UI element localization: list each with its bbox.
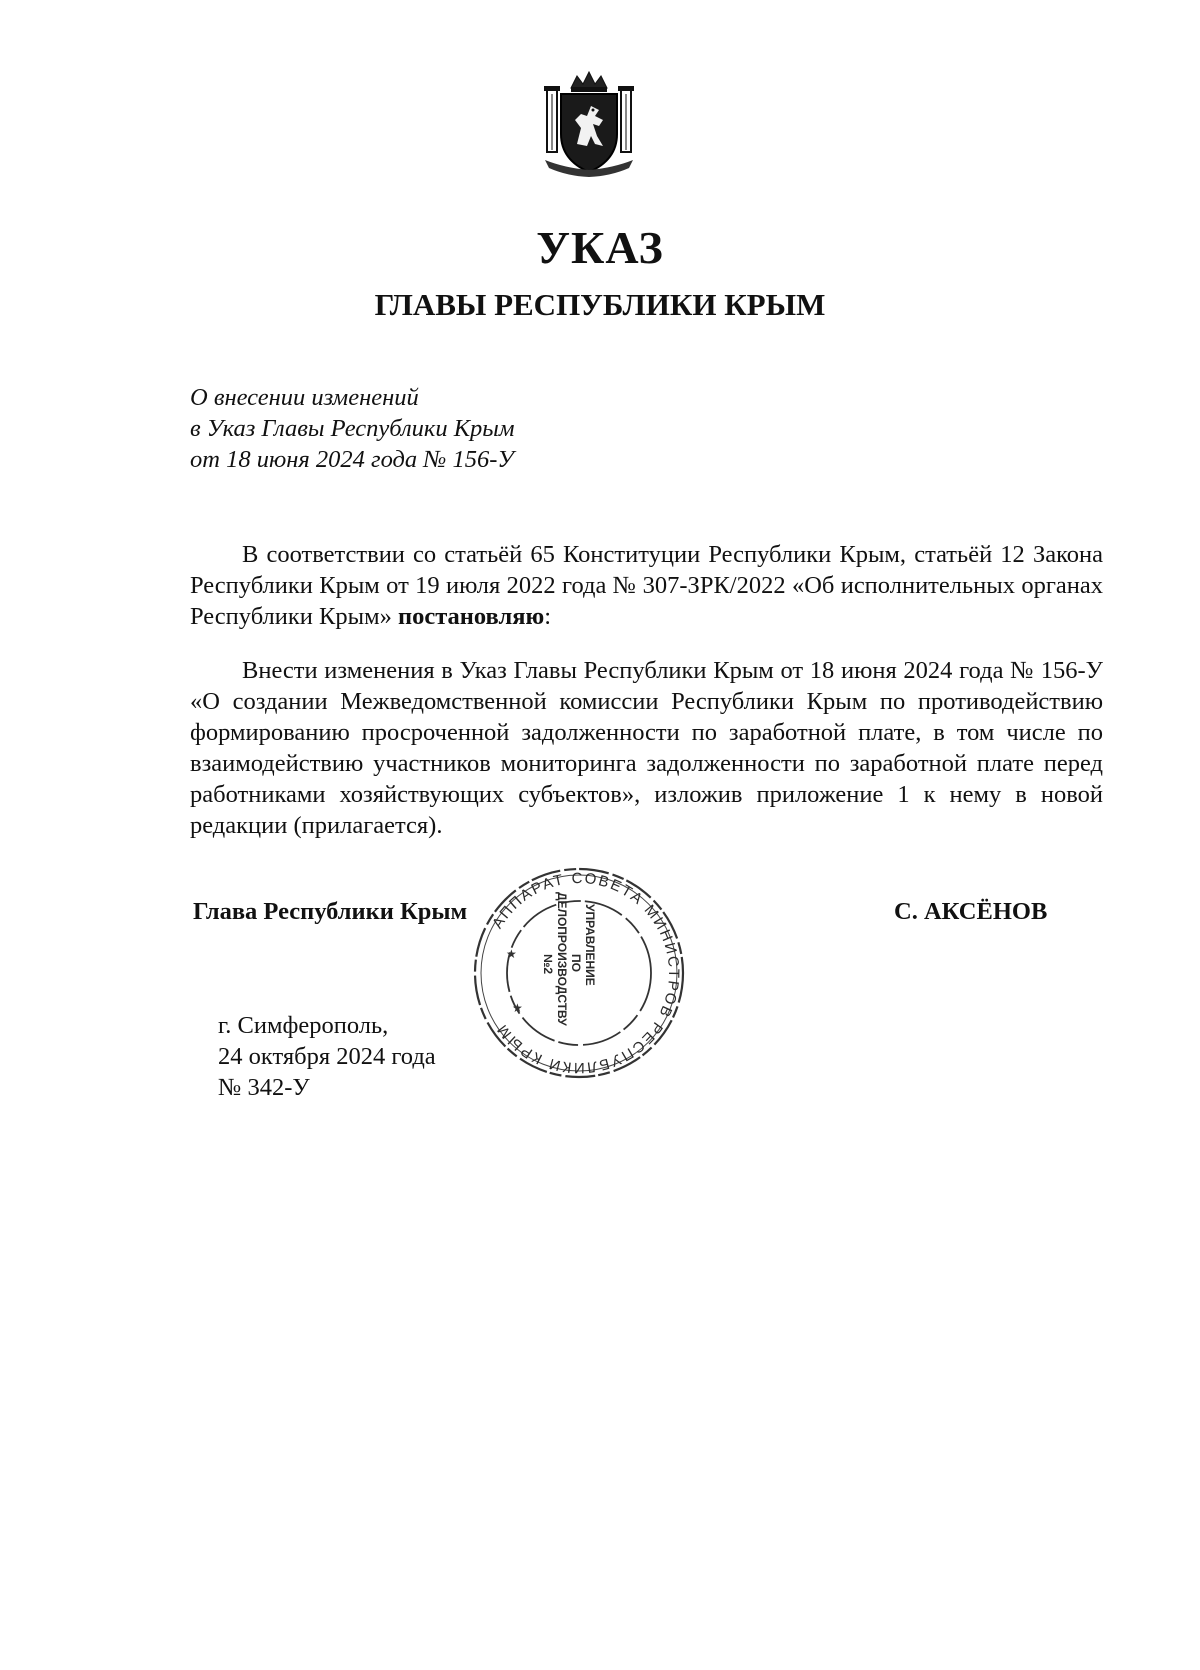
preamble-text: В соответствии со статьёй 65 Конституции Республики Крым, статьёй 12 Закона Республики Крым от 19 июля 2022 года № 307-ЗРК/2022 «Об исполнительных органах Республики Крым» xyxy=(190,541,1103,630)
decree-word: постановляю xyxy=(397,603,545,630)
stamp-center-line: УПРАВЛЕНИЕ xyxy=(583,904,597,986)
stamp-center-line: ПО xyxy=(569,954,583,972)
signer-name: С. АКСЁНОВ xyxy=(894,898,1048,925)
place-and-date xyxy=(218,1010,436,1103)
preamble-paragraph xyxy=(190,539,1103,632)
signer-position: Глава Республики Крым xyxy=(193,898,468,925)
document-subtitle: ГЛАВЫ РЕСПУБЛИКИ КРЫМ xyxy=(374,287,826,322)
decree-subject xyxy=(190,382,515,475)
subject-line: от 18 июня 2024 года № 156-У xyxy=(190,446,514,473)
document-title: УКАЗ xyxy=(536,222,664,273)
coat-of-arms-icon xyxy=(541,70,637,178)
svg-text:★: ★ xyxy=(506,947,517,961)
stamp-center-line: №2 xyxy=(541,954,555,975)
stamp-ring-text: АППАРАТ СОВЕТА МИНИСТРОВ РЕСПУБЛИКИ КРЫМ xyxy=(489,869,683,1077)
stamp-center-line: ДЕЛОПРОИЗВОДСТВУ xyxy=(555,892,569,1026)
operative-text: Внести изменения в Указ Главы Республики Крым от 18 июня 2024 года № 156-У «О создании Межведомственной комиссии Республики Крым по противодействию формированию просроченной задолженности по заработной плате, в том числе по взаимодействию участников мониторинга задолженности по заработной плате перед работниками хозяйствующих субъектов», изложив приложение 1 к нему в новой редакции (прилагается). xyxy=(190,657,1103,839)
subject-line: в Указ Главы Республики Крым xyxy=(190,415,515,442)
official-stamp xyxy=(468,862,690,1084)
decree-date: 24 октября 2024 года xyxy=(218,1043,436,1070)
operative-paragraph xyxy=(190,655,1103,841)
preamble-end: : xyxy=(544,603,551,630)
svg-text:★: ★ xyxy=(512,1001,523,1015)
decree-number: № 342-У xyxy=(218,1074,310,1101)
subject-line: О внесении изменений xyxy=(190,384,419,411)
city: г. Симферополь, xyxy=(218,1012,389,1039)
